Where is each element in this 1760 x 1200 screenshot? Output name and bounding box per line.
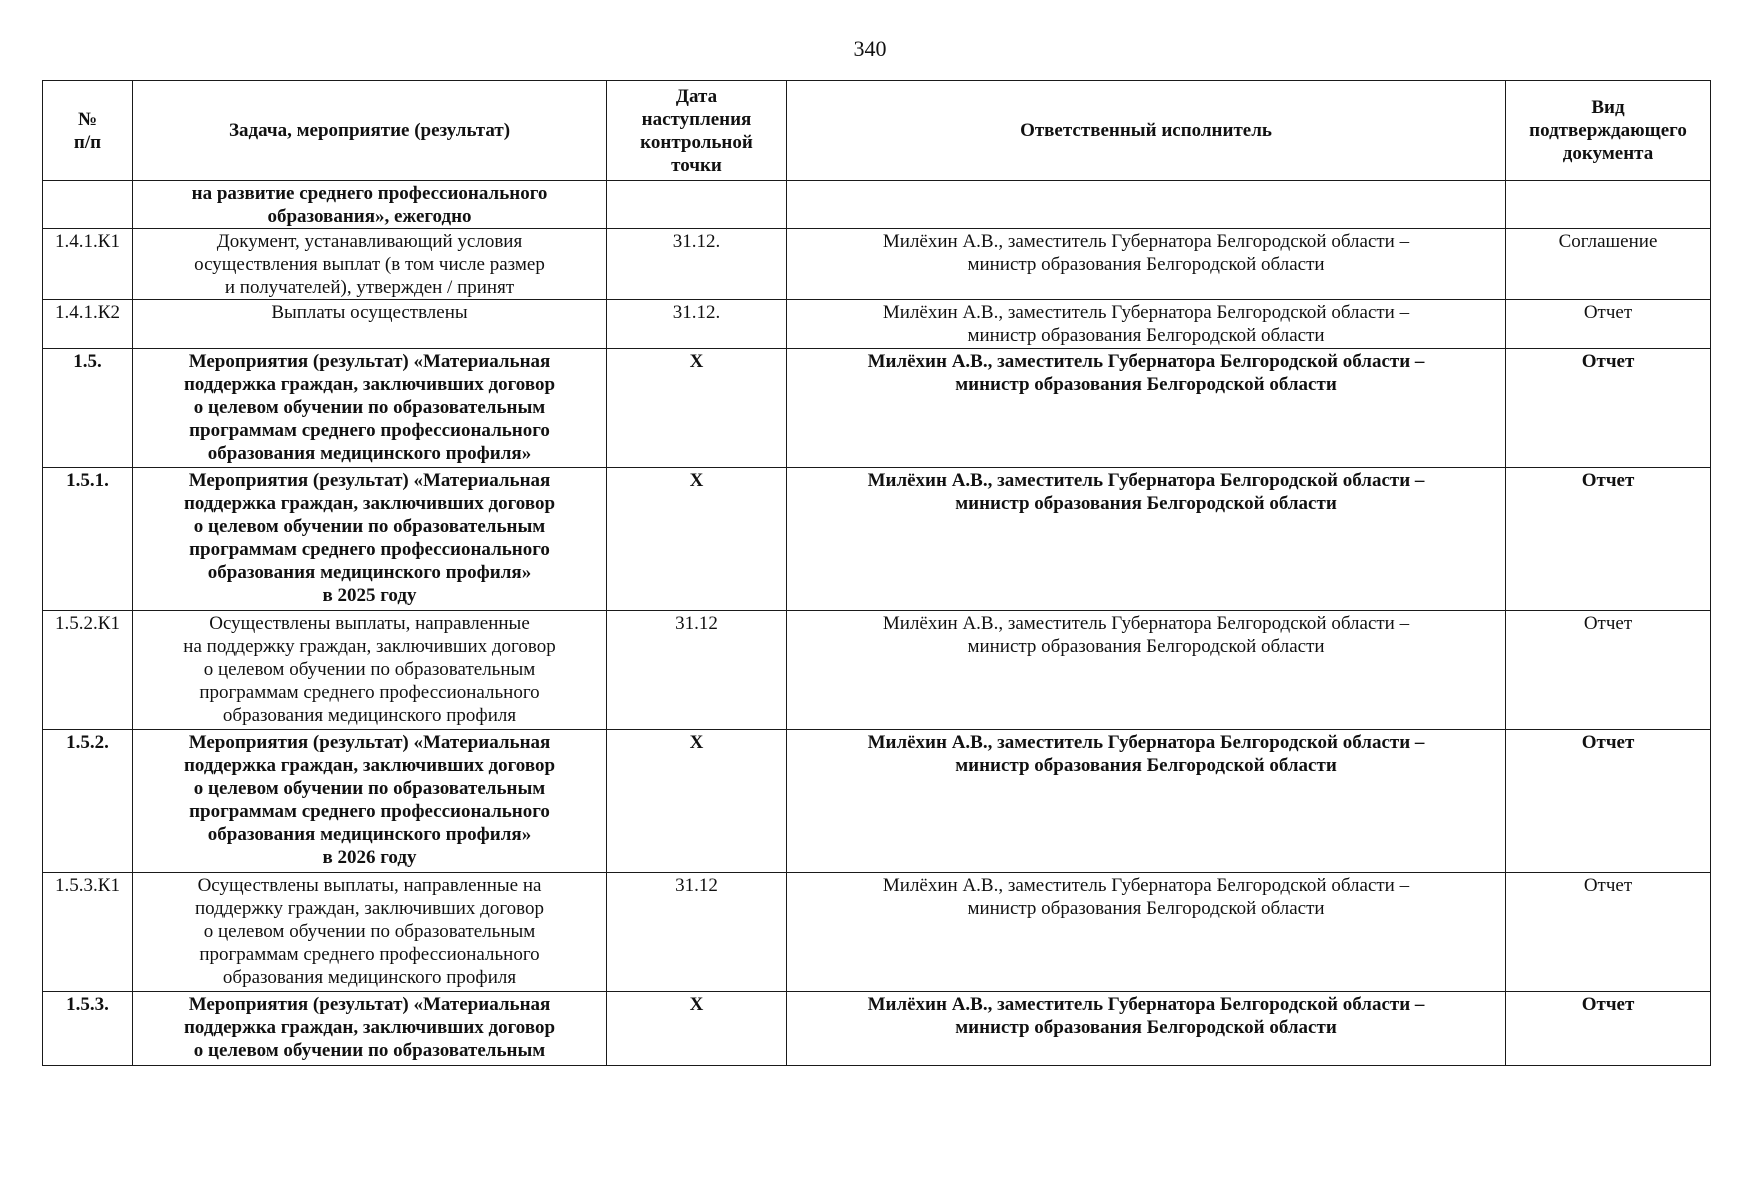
row-document: Отчет bbox=[1506, 992, 1711, 1066]
row-date: 31.12 bbox=[607, 611, 787, 730]
row-task: Осуществлены выплаты, направленные на поддержку граждан, заключивших договор о целевом обучении по образовательным программам среднего профессионального образования медицинского профиля bbox=[133, 611, 607, 730]
row-document: Отчет bbox=[1506, 730, 1711, 873]
row-document bbox=[1506, 181, 1711, 229]
row-responsible: Милёхин А.В., заместитель Губернатора Белгородской области – министр образования Белгородской области bbox=[787, 873, 1506, 992]
row-num: 1.5.2.К1 bbox=[43, 611, 133, 730]
row-document: Отчет bbox=[1506, 611, 1711, 730]
row-responsible: Милёхин А.В., заместитель Губернатора Белгородской области – министр образования Белгородской области bbox=[787, 229, 1506, 300]
row-date: 31.12 bbox=[607, 873, 787, 992]
row-task: Мероприятия (результат) «Материальная поддержка граждан, заключивших договор о целевом обучении по образовательным программам среднего профессионального образования медицинского профиля» в 2026 году bbox=[133, 730, 607, 873]
row-task: Мероприятия (результат) «Материальная поддержка граждан, заключивших договор о целевом обучении по образовательным bbox=[133, 992, 607, 1066]
table-body bbox=[43, 181, 1711, 1066]
table-row bbox=[43, 873, 1711, 992]
table-row bbox=[43, 349, 1711, 468]
table-row bbox=[43, 611, 1711, 730]
row-date: 31.12. bbox=[607, 229, 787, 300]
row-num: 1.5.3. bbox=[43, 992, 133, 1066]
row-responsible: Милёхин А.В., заместитель Губернатора Белгородской области – министр образования Белгородской области bbox=[787, 992, 1506, 1066]
row-num bbox=[43, 181, 133, 229]
row-document: Отчет bbox=[1506, 873, 1711, 992]
row-document: Отчет bbox=[1506, 300, 1711, 349]
row-document: Отчет bbox=[1506, 468, 1711, 611]
row-date: Х bbox=[607, 349, 787, 468]
row-task: на развитие среднего профессионального образования», ежегодно bbox=[133, 181, 607, 229]
row-num: 1.5.3.К1 bbox=[43, 873, 133, 992]
row-task: Выплаты осуществлены bbox=[133, 300, 607, 349]
row-date: Х bbox=[607, 730, 787, 873]
row-task: Мероприятия (результат) «Материальная поддержка граждан, заключивших договор о целевом обучении по образовательным программам среднего профессионального образования медицинского профиля» в 2025 году bbox=[133, 468, 607, 611]
row-num: 1.4.1.К2 bbox=[43, 300, 133, 349]
table-row bbox=[43, 229, 1711, 300]
row-task: Осуществлены выплаты, направленные на поддержку граждан, заключивших договор о целевом обучении по образовательным программам среднего профессионального образования медицинского профиля bbox=[133, 873, 607, 992]
table-header-row bbox=[43, 81, 1711, 181]
row-num: 1.5.1. bbox=[43, 468, 133, 611]
header-document: Вид подтверждающего документа bbox=[1506, 81, 1711, 181]
row-responsible: Милёхин А.В., заместитель Губернатора Белгородской области – министр образования Белгородской области bbox=[787, 468, 1506, 611]
row-responsible: Милёхин А.В., заместитель Губернатора Белгородской области – министр образования Белгородской области bbox=[787, 730, 1506, 873]
row-date bbox=[607, 181, 787, 229]
row-date: 31.12. bbox=[607, 300, 787, 349]
table-row bbox=[43, 300, 1711, 349]
row-responsible bbox=[787, 181, 1506, 229]
header-num: № п/п bbox=[43, 81, 133, 181]
row-task: Мероприятия (результат) «Материальная поддержка граждан, заключивших договор о целевом обучении по образовательным программам среднего профессионального образования медицинского профиля» bbox=[133, 349, 607, 468]
header-task: Задача, мероприятие (результат) bbox=[133, 81, 607, 181]
row-date: Х bbox=[607, 468, 787, 611]
table-row bbox=[43, 992, 1711, 1066]
row-date: Х bbox=[607, 992, 787, 1066]
row-num: 1.4.1.К1 bbox=[43, 229, 133, 300]
header-date: Дата наступления контрольной точки bbox=[607, 81, 787, 181]
row-document: Отчет bbox=[1506, 349, 1711, 468]
row-document: Соглашение bbox=[1506, 229, 1711, 300]
row-num: 1.5.2. bbox=[43, 730, 133, 873]
header-responsible: Ответственный исполнитель bbox=[787, 81, 1506, 181]
row-responsible: Милёхин А.В., заместитель Губернатора Белгородской области – министр образования Белгородской области bbox=[787, 300, 1506, 349]
row-task: Документ, устанавливающий условия осуществления выплат (в том числе размер и получателей), утвержден / принят bbox=[133, 229, 607, 300]
plan-table bbox=[42, 80, 1711, 1066]
row-num: 1.5. bbox=[43, 349, 133, 468]
row-responsible: Милёхин А.В., заместитель Губернатора Белгородской области – министр образования Белгородской области bbox=[787, 349, 1506, 468]
table-row bbox=[43, 468, 1711, 611]
table-row bbox=[43, 730, 1711, 873]
page-number: 340 bbox=[853, 36, 887, 61]
row-responsible: Милёхин А.В., заместитель Губернатора Белгородской области – министр образования Белгородской области bbox=[787, 611, 1506, 730]
table-row bbox=[43, 181, 1711, 229]
